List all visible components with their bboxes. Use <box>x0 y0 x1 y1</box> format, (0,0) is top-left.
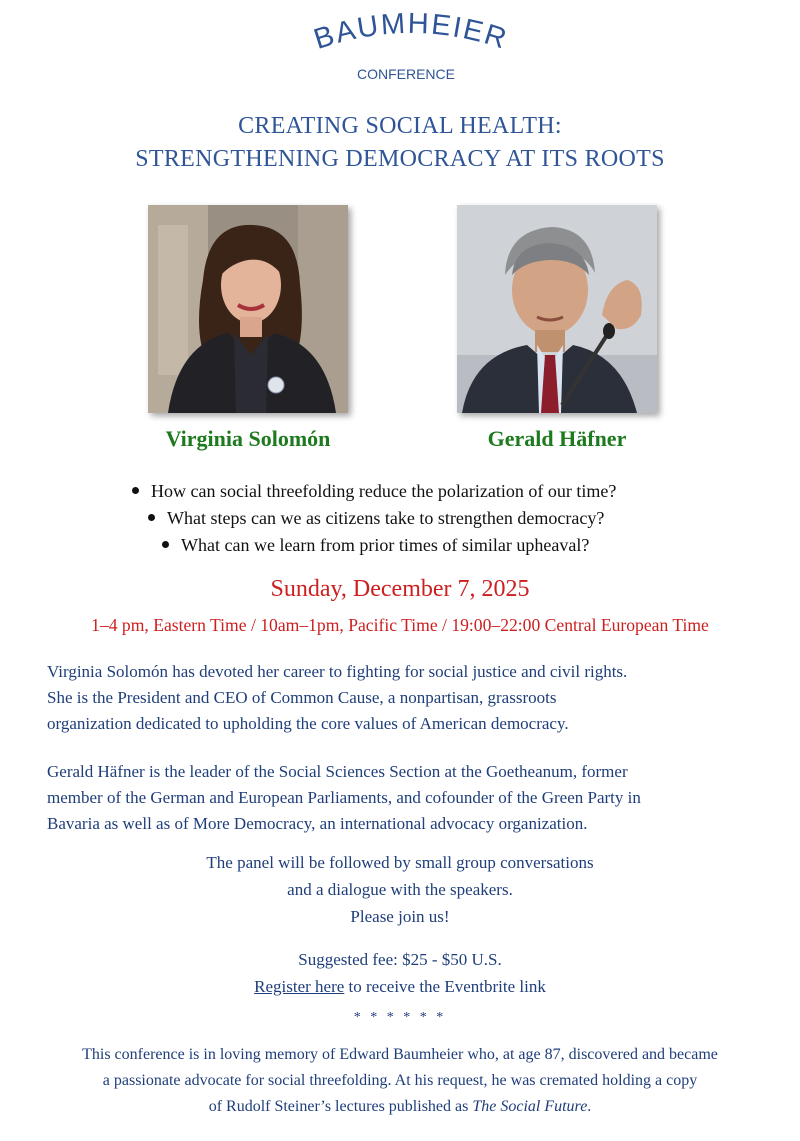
portrait-man-icon <box>457 205 657 413</box>
invite-text: The panel will be followed by small group conversations and a dialogue with the speakers. Please join us! <box>206 853 594 926</box>
logo-title: BAUMHEIER <box>310 7 512 56</box>
suggested-fee: Suggested fee: $25 - $50 U.S. <box>298 950 502 969</box>
speaker-photo-gerald <box>457 205 657 413</box>
question-item: How can social threefolding reduce the polarization of our time? <box>132 481 616 502</box>
logo-subtitle: CONFERENCE <box>356 66 456 82</box>
speaker-name-virginia: Virginia Solomón <box>165 426 331 451</box>
bullet-icon <box>162 541 169 548</box>
question-item: What can we learn from prior times of similar upheaval? <box>162 535 589 556</box>
divider-stars: * * * * * * <box>353 1010 447 1025</box>
headline-line-2: STRENGTHENING DEMOCRACY AT ITS ROOTS <box>135 146 665 172</box>
bullet-icon <box>148 514 155 521</box>
headline-line-1: CREATING SOCIAL HEALTH: <box>238 113 562 139</box>
question-item: What steps can we as citizens take to strengthen democracy? <box>148 508 604 529</box>
portrait-woman-icon <box>148 205 348 413</box>
book-title: The Social Future <box>472 1098 588 1115</box>
speaker-name-gerald: Gerald Häfner <box>487 426 627 451</box>
bio-virginia: Virginia Solomón has devoted her career to fighting for social justice and civil rights. She is the President and CEO of Common Cause, a nonpartisan, grassroots organization dedicated to upholding the core values of American democracy. <box>47 662 628 733</box>
memorial-note: This conference is in loving memory of Edward Baumheier who, at age 87, discovered and became a passionate advocate for social threefolding. At his request, he was cremated holding a copy of Rudolf Steiner’s lectures published as The Social Future. <box>82 1046 718 1115</box>
event-times: 1–4 pm, Eastern Time / 10am–1pm, Pacific Time / 19:00–22:00 Central European Time <box>91 615 709 635</box>
bullet-icon <box>132 487 139 494</box>
speaker-photo-virginia <box>148 205 348 413</box>
register-line: Register here to receive the Eventbrite link <box>254 977 546 996</box>
register-link[interactable]: Register here <box>254 977 345 996</box>
conference-logo <box>0 0 800 90</box>
bio-gerald: Gerald Häfner is the leader of the Social Sciences Section at the Goetheanum, former member of the German and European Parliaments, and cofounder of the Green Party in Bavaria as well as of More Democracy, an international advocacy organization. <box>47 762 641 833</box>
registration <box>0 946 800 1000</box>
event-date: Sunday, December 7, 2025 <box>270 576 530 602</box>
